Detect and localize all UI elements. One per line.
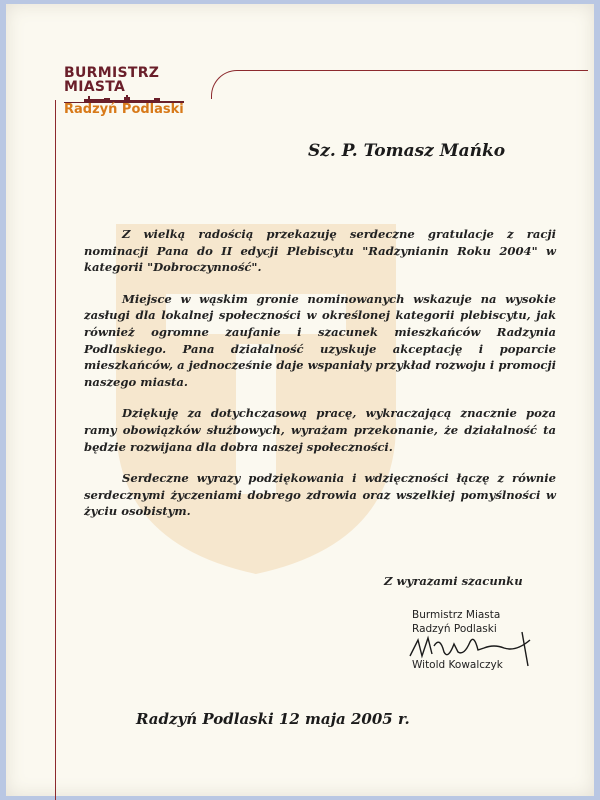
left-border-rule — [55, 100, 56, 800]
signer-title-line1: Burmistrz Miasta — [412, 609, 501, 621]
signer-name: Witold Kowalczyk — [412, 659, 503, 671]
recipient-name: Sz. P. Tomasz Mańko — [308, 141, 506, 161]
top-border-corner — [211, 70, 240, 99]
letter-body — [84, 226, 556, 535]
handwritten-signature-icon — [404, 626, 554, 668]
mayor-logo — [64, 66, 214, 117]
logo-line-miasta: MIASTA — [64, 79, 126, 95]
paragraph-4: Serdeczne wyrazy podziękowania i wdzięczności łączę z równie serdecznymi życzeniami dobrego zdrowia oraz wszelkiej pomyślności w życiu osobistym. — [84, 471, 556, 519]
paragraph-1: Z wielką radością przekazuję serdeczne gratulacje z racji nominacji Pana do II edycji Plebiscytu "Radzynianin Roku 2004" w kategorii "Dobroczynność". — [84, 227, 556, 275]
place-and-date: Radzyń Podlaski 12 maja 2005 r. — [136, 710, 410, 728]
logo-line-town: Radzyń Podlaski — [64, 102, 184, 117]
signer-title-line2: Radzyń Podlaski — [412, 623, 497, 635]
paragraph-2: Miejsce w wąskim gronie nominowanych wskazuje na wysokie zasługi dla lokalnej społeczności w określonej kategorii plebiscytu, jak również ogromne zaufanie i szacunek mieszkańców Radzynia Podlaskiego. Pana działalność uzyskuje akceptację i poparcie mieszkańców, a jednocześnie daje wspaniały przykład rozwoju i promocji naszego miasta. — [84, 291, 556, 389]
paragraph-3: Dziękuję za dotychczasową pracę, wykraczającą znacznie poza ramy obowiązków służbowych, wyrażam przekonanie, że działalność ta będzie rozwijana dla dobra naszej społeczności. — [84, 406, 556, 454]
top-border-rule — [238, 70, 588, 71]
letter-page — [6, 4, 594, 796]
closing-phrase: Z wyrazami szacunku — [384, 574, 523, 588]
logo-line-burmistrz: BURMISTRZ — [64, 65, 160, 81]
